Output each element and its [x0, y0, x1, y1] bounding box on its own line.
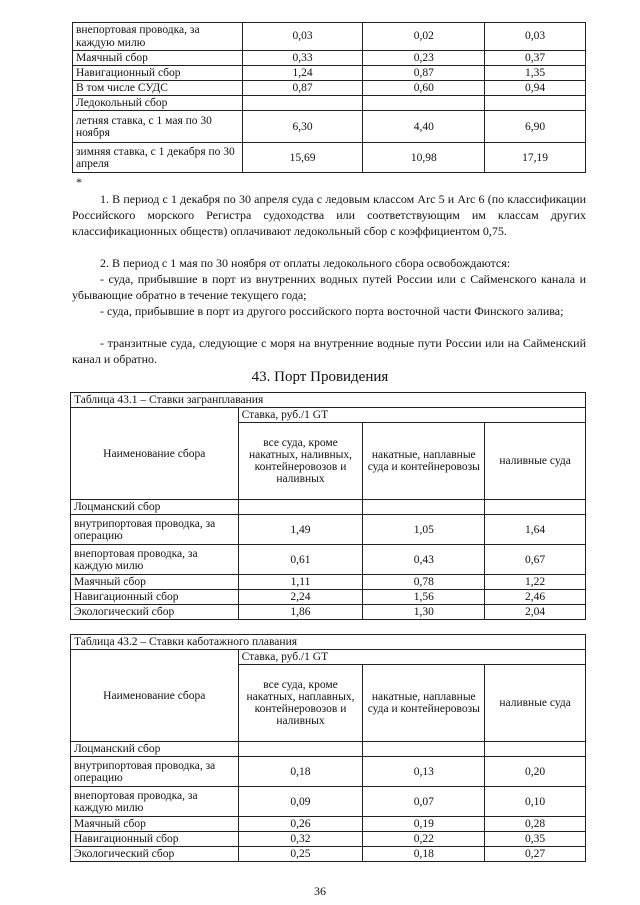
cell-value	[238, 742, 363, 757]
cell-value: 0,07	[363, 787, 485, 817]
table-row	[71, 575, 586, 590]
cell-value	[242, 96, 363, 111]
table-row	[71, 757, 586, 787]
cell-value: 0,22	[363, 832, 485, 847]
cell-value	[238, 500, 363, 515]
footnote-star: *	[76, 175, 82, 189]
row-label: внепортовая проводка, за каждую милю	[71, 787, 239, 817]
section-heading: 43. Порт Провидения	[251, 369, 389, 385]
cell-value: 17,19	[485, 143, 586, 173]
cell-value: 0,33	[242, 51, 363, 66]
row-label: Маячный сбор	[71, 817, 239, 832]
cell-value: 0,23	[363, 51, 485, 66]
row-label: Экологический сбор	[71, 847, 239, 862]
cell-value: 0,61	[238, 545, 363, 575]
cell-value: 1,22	[485, 575, 586, 590]
column-header-name: Наименование сбора	[71, 408, 239, 500]
page-number: 36	[314, 884, 326, 898]
cell-value: 0,94	[485, 81, 586, 96]
table-row	[71, 847, 586, 862]
cell-value: 0,18	[363, 847, 485, 862]
cell-value: 0,87	[242, 81, 363, 96]
cell-value: 0,20	[485, 757, 586, 787]
table-row	[71, 545, 586, 575]
rate-header: Ставка, руб./1 GT	[238, 408, 585, 423]
table-row	[71, 787, 586, 817]
cell-value: 2,04	[485, 605, 586, 620]
cell-value	[485, 500, 586, 515]
cell-value: 0,35	[485, 832, 586, 847]
cell-value: 0,78	[363, 575, 485, 590]
column-header: наливные суда	[485, 665, 586, 742]
cell-value: 2,46	[485, 590, 586, 605]
table-row	[71, 832, 586, 847]
cell-value: 0,02	[363, 23, 485, 51]
cell-value: 0,03	[242, 23, 363, 51]
cell-value: 15,69	[242, 143, 363, 173]
row-label: Навигационный сбор	[73, 66, 243, 81]
note-bullet-3: - транзитные суда, следующие с моря на внутренние водные пути России или на Сайменский канал и обратно.	[72, 336, 586, 366]
table-row	[71, 515, 586, 545]
cell-value	[363, 96, 485, 111]
row-label: зимняя ставка, с 1 декабря по 30 апреля	[73, 143, 243, 173]
cell-value: 1,56	[363, 590, 485, 605]
cell-value: 1,24	[242, 66, 363, 81]
cell-value	[485, 96, 586, 111]
cell-value: 10,98	[363, 143, 485, 173]
row-label: Навигационный сбор	[71, 590, 239, 605]
cell-value: 1,05	[363, 515, 485, 545]
cell-value: 0,18	[238, 757, 363, 787]
cell-value: 0,27	[485, 847, 586, 862]
cell-value: 1,49	[238, 515, 363, 545]
cell-value: 0,09	[238, 787, 363, 817]
cell-value: 0,03	[485, 23, 586, 51]
continued-rates-table	[72, 22, 586, 173]
column-header: все суда, кроме накатных, наливных, контейнеровозов и наливных	[238, 423, 363, 500]
row-label: Маячный сбор	[71, 575, 239, 590]
table-row	[73, 143, 586, 173]
cell-value: 0,60	[363, 81, 485, 96]
table-caption: Таблица 43.1 – Ставки загранплавания	[71, 393, 586, 408]
table-row	[71, 500, 586, 515]
row-label: внепортовая проводка, за каждую милю	[73, 23, 243, 51]
cell-value: 1,64	[485, 515, 586, 545]
row-label: летняя ставка, с 1 мая по 30 ноября	[73, 111, 243, 143]
column-header: накатные, наплавные суда и контейнеровозы	[363, 423, 485, 500]
cell-value: 0,28	[485, 817, 586, 832]
table-row	[71, 605, 586, 620]
table-row	[73, 51, 586, 66]
table-row	[71, 817, 586, 832]
note-paragraph-2: 2. В период с 1 мая по 30 ноября от оплаты ледокольного сбора освобождаются:	[100, 256, 511, 270]
column-header: наливные суда	[485, 423, 586, 500]
column-header: накатные, наплавные суда и контейнеровозы	[363, 665, 485, 742]
cell-value: 1,30	[363, 605, 485, 620]
row-label: внепортовая проводка, за каждую милю	[71, 545, 239, 575]
row-label: внутрипортовая проводка, за операцию	[71, 515, 239, 545]
cell-value: 0,26	[238, 817, 363, 832]
cell-value: 6,30	[242, 111, 363, 143]
table-caption: Таблица 43.2 – Ставки каботажного плавания	[71, 635, 586, 650]
table-row	[73, 81, 586, 96]
cell-value: 0,67	[485, 545, 586, 575]
cell-value: 1,86	[238, 605, 363, 620]
note-bullet-1: - суда, прибывшие в порт из внутренних водных путей России или с Сайменского канала и убывающие обратно в течение текущего года;	[72, 272, 586, 302]
table-row	[73, 23, 586, 51]
cell-value: 0,10	[485, 787, 586, 817]
cell-value: 1,11	[238, 575, 363, 590]
cell-value: 0,19	[363, 817, 485, 832]
column-header: все суда, кроме накатных, наплавных, контейнеровозов и наливных	[238, 665, 363, 742]
row-label: В том числе СУДС	[73, 81, 243, 96]
row-label: внутрипортовая проводка, за операцию	[71, 757, 239, 787]
rate-header: Ставка, руб./1 GT	[238, 650, 585, 665]
table-row	[73, 66, 586, 81]
table-row	[71, 590, 586, 605]
table-row	[73, 111, 586, 143]
rates-table-43-1	[70, 392, 586, 620]
column-header-name: Наименование сбора	[71, 650, 239, 742]
cell-value: 0,87	[363, 66, 485, 81]
cell-value: 0,37	[485, 51, 586, 66]
cell-value: 4,40	[363, 111, 485, 143]
row-label: Ледокольный сбор	[73, 96, 243, 111]
cell-value	[485, 742, 586, 757]
row-label: Навигационный сбор	[71, 832, 239, 847]
cell-value: 0,13	[363, 757, 485, 787]
row-label: Лоцманский сбор	[71, 742, 239, 757]
cell-value: 2,24	[238, 590, 363, 605]
cell-value: 1,35	[485, 66, 586, 81]
cell-value	[363, 500, 485, 515]
table-row	[73, 96, 586, 111]
cell-value	[363, 742, 485, 757]
note-bullet-2: - суда, прибывшие в порт из другого российского порта восточной части Финского залива;	[100, 304, 564, 318]
row-label: Лоцманский сбор	[71, 500, 239, 515]
cell-value: 0,43	[363, 545, 485, 575]
rates-table-43-2	[70, 634, 586, 862]
cell-value: 6,90	[485, 111, 586, 143]
table-row	[71, 742, 586, 757]
note-paragraph-1: 1. В период с 1 декабря по 30 апреля суда с ледовым классом Arc 5 и Arc 6 (по классификации Российского морского Регистра судоходства или соответствующим им классам других классификационных обществ) оплачивают ледокольный сбор с коэффициентом 0,75.	[72, 192, 586, 238]
cell-value: 0,25	[238, 847, 363, 862]
cell-value: 0,32	[238, 832, 363, 847]
row-label: Маячный сбор	[73, 51, 243, 66]
row-label: Экологический сбор	[71, 605, 239, 620]
